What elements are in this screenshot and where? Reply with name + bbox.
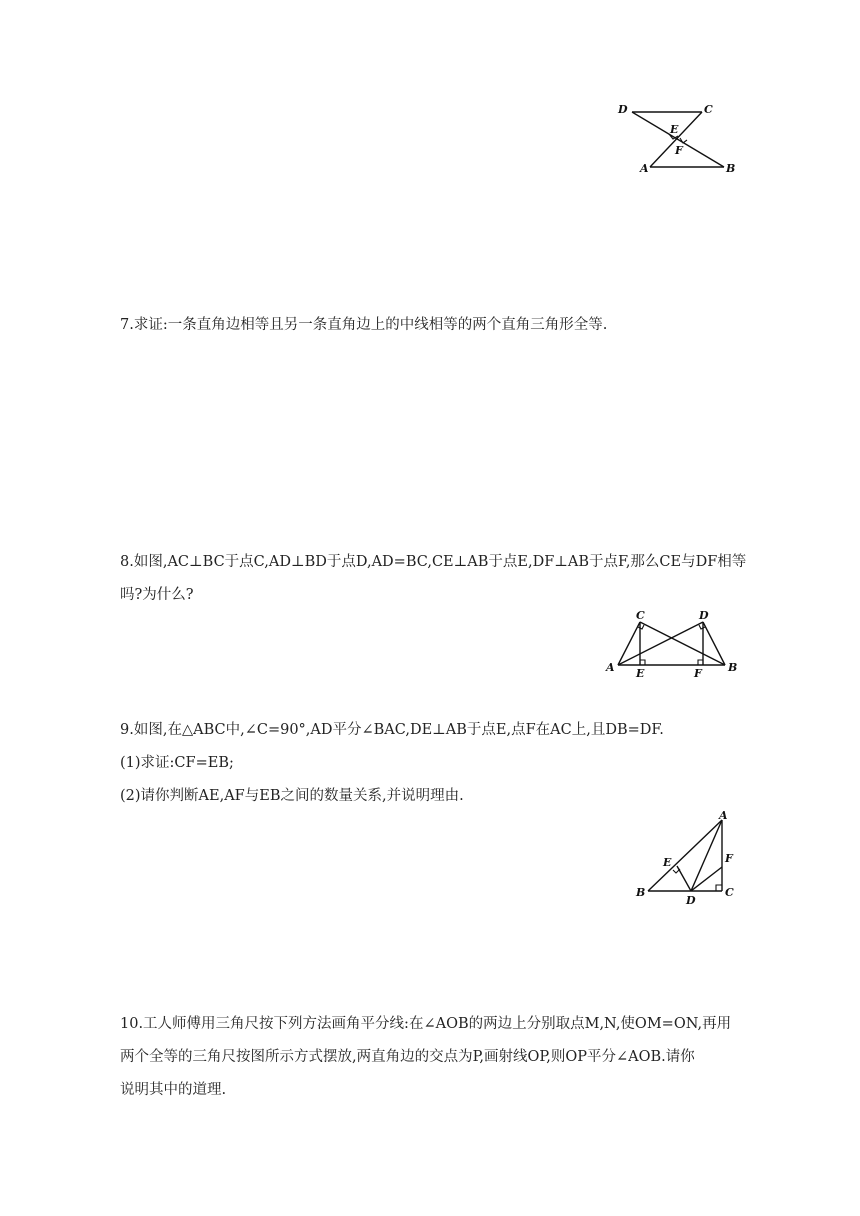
segment-ca: [650, 112, 702, 167]
label-e: E: [670, 123, 679, 136]
label-c: C: [636, 609, 645, 622]
label-c: C: [704, 103, 713, 116]
label-f: F: [694, 667, 702, 680]
label-d: D: [686, 894, 696, 905]
q9-part1: (1)求证:CF=EB;: [120, 755, 234, 771]
q8-line2: 吗?为什么?: [120, 587, 194, 603]
q7-text: 7.求证:一条直角边相等且另一条直角边上的中线相等的两个直角三角形全等.: [120, 317, 608, 333]
figure-q8: [600, 605, 745, 680]
q10-line1: 10.工人师傅用三角尺按下列方法画角平分线:在∠AOB的两边上分别取点M,N,使OM=ON,再用: [120, 1016, 732, 1032]
segment-ac: [618, 622, 640, 665]
right-angle-f: [698, 660, 703, 665]
label-c: C: [725, 886, 734, 899]
segment-bd: [703, 622, 725, 665]
label-a: A: [719, 810, 728, 822]
label-b: B: [636, 886, 646, 899]
label-d: D: [618, 103, 628, 116]
right-angle-e: [673, 869, 680, 873]
label-f: F: [725, 852, 733, 865]
right-angle-c: [716, 885, 722, 891]
segment-ad: [691, 820, 722, 891]
label-a: A: [606, 661, 615, 674]
q10-line2: 两个全等的三角尺按图所示方式摆放,两直角边的交点为P,画射线OP,则OP平分∠AOB.请你: [120, 1049, 695, 1065]
label-e: E: [663, 856, 672, 869]
q9-line1: 9.如图,在△ABC中,∠C=90°,AD平分∠BAC,DE⊥AB于点E,点F在AC上,且DB=DF.: [120, 722, 664, 738]
q10-line3: 说明其中的道理.: [120, 1082, 227, 1098]
label-b: B: [726, 162, 736, 175]
segment-cb: [640, 622, 725, 665]
label-b: B: [728, 661, 738, 674]
q9-part2: (2)请你判断AE,AF与EB之间的数量关系,并说明理由.: [120, 788, 464, 804]
q8-line1: 8.如图,AC⊥BC于点C,AD⊥BD于点D,AD=BC,CE⊥AB于点E,DF⊥AB于点F,那么CE与DF相等: [120, 554, 747, 570]
segment-da: [618, 622, 703, 665]
label-d: D: [699, 609, 709, 622]
label-f: F: [675, 144, 683, 157]
right-angle-e: [640, 660, 645, 665]
figure-q6: [610, 100, 750, 180]
label-e: E: [636, 667, 645, 680]
label-a: A: [640, 162, 649, 175]
segment-db: [632, 112, 724, 167]
right-angle-f: [680, 138, 687, 143]
figure-q9: [630, 810, 745, 905]
